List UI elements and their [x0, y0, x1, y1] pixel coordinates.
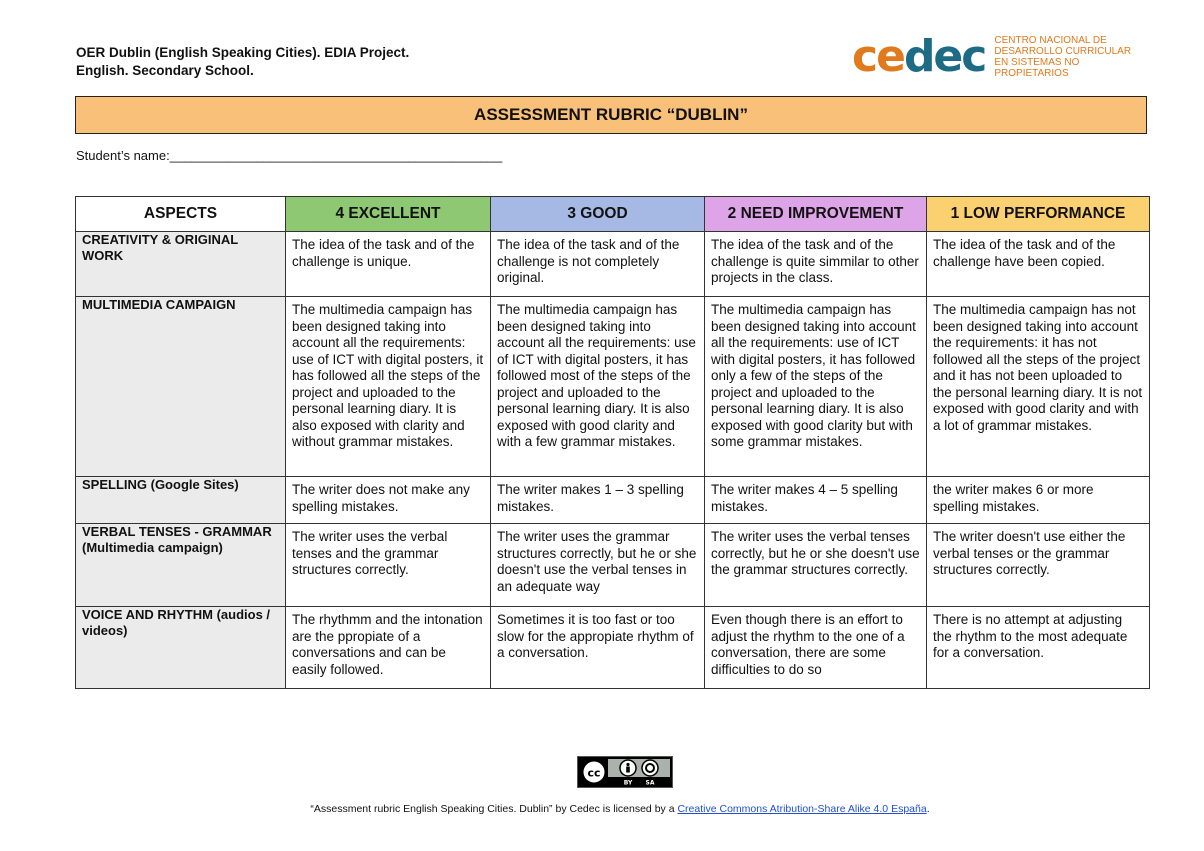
improvement-cell: The writer uses the verbal tenses correctly, but he or she doesn't use the grammar structures correctly. — [705, 524, 927, 607]
good-cell: The writer uses the grammar structures correctly, but he or she doesn't use the verbal tenses in an adequate way — [491, 524, 705, 607]
low-cell: There is no attempt at adjusting the rhythm to the most adequate for a conversation. — [927, 607, 1150, 689]
cc-icon — [583, 761, 606, 784]
table-row — [76, 524, 1150, 607]
header-row — [76, 197, 1150, 232]
header-line-1: OER Dublin (English Speaking Cities). EDIA Project. — [76, 45, 410, 60]
license-link[interactable]: Creative Commons Atribution-Share Alike 4.0 España — [677, 803, 927, 815]
low-cell: The idea of the task and of the challenge have been copied. — [927, 232, 1150, 297]
improvement-cell: The multimedia campaign has been designed taking into account all the requirements: use of ICT with digital posters, it has followed only a few of the steps of the project and uploaded to the personal learning diary. It is also exposed with good clarity but with some grammar mistakes. — [705, 297, 927, 477]
column-header-aspects: ASPECTS — [76, 197, 286, 232]
excellent-cell: The writer uses the verbal tenses and the grammar structures correctly. — [286, 524, 491, 607]
improvement-cell: The idea of the task and of the challenge is quite simmilar to other projects in the class. — [705, 232, 927, 297]
logo-ce: ce — [852, 31, 904, 82]
column-header-excellent: 4 EXCELLENT — [286, 197, 491, 232]
aspect-cell: MULTIMEDIA CAMPAIGN — [76, 297, 286, 477]
svg-text:cc: cc — [587, 766, 601, 780]
column-header-good: 3 GOOD — [491, 197, 705, 232]
rubric-table — [75, 196, 1150, 689]
badge-sa-label: SA — [645, 779, 655, 787]
improvement-cell: The writer makes 4 – 5 spelling mistakes. — [705, 477, 927, 524]
aspect-cell: SPELLING (Google Sites) — [76, 477, 286, 524]
logo-dec: dec — [903, 31, 986, 82]
excellent-cell: The idea of the task and of the challenge is unique. — [286, 232, 491, 297]
table-row — [76, 297, 1150, 477]
excellent-cell: The rhythmm and the intonation are the ppropiate of a conversations and can be easily followed. — [286, 607, 491, 689]
aspect-cell: VERBAL TENSES - GRAMMAR (Multimedia campaign) — [76, 524, 286, 607]
logo-subtitle — [994, 35, 1152, 79]
improvement-cell: Even though there is an effort to adjust the rhythm to the one of a conversation, there are some difficulties to do so — [705, 607, 927, 689]
low-cell: the writer makes 6 or more spelling mistakes. — [927, 477, 1150, 524]
column-header-need-improvement: 2 NEED IMPROVEMENT — [705, 197, 927, 232]
document-header — [76, 44, 409, 80]
table-row — [76, 477, 1150, 524]
good-cell: The writer makes 1 – 3 spelling mistakes. — [491, 477, 705, 524]
aspect-cell: CREATIVITY & ORIGINAL WORK — [76, 232, 286, 297]
excellent-cell: The multimedia campaign has been designed taking into account all the requirements: use of ICT with digital posters, it has followed all the steps of the project and uploaded to the personal learning diary. It is also exposed with clarity and without grammar mistakes. — [286, 297, 491, 477]
excellent-cell: The writer does not make any spelling mistakes. — [286, 477, 491, 524]
good-cell: The multimedia campaign has been designed taking into account all the requirements: use of ICT with digital posters, it has followed most of the steps of the project and uploaded to the personal learning diary. It is also exposed with good clarity and with a few grammar mistakes. — [491, 297, 705, 477]
cc-license-badge[interactable] — [577, 756, 673, 788]
logo-subtitle-line-1: CENTRO NACIONAL DE — [994, 35, 1107, 46]
license-footer — [0, 803, 1204, 815]
table-row — [76, 607, 1150, 689]
header-line-2: English. Secondary School. — [76, 63, 254, 78]
cc-badge-graphic — [578, 757, 672, 787]
good-cell: Sometimes it is too fast or too slow for the appropiate rhythm of a conversation. — [491, 607, 705, 689]
table-row — [76, 232, 1150, 297]
attribution-icon — [620, 760, 636, 776]
footer-text: “Assessment rubric English Speaking Cities. Dublin” by Cedec is licensed by a — [310, 803, 678, 815]
low-cell: The multimedia campaign has not been designed taking into account the requirements: it has not followed all the steps of the project and it has not been uploaded to the personal learning diary. It is not exposed with good clarity and with a lot of grammar mistakes. — [927, 297, 1150, 477]
column-header-low-performance: 1 LOW PERFORMANCE — [927, 197, 1150, 232]
badge-by-label: BY — [623, 779, 633, 787]
logo-subtitle-line-2: DESARROLLO CURRICULAR — [994, 46, 1132, 57]
aspect-cell: VOICE AND RHYTHM (audios / videos) — [76, 607, 286, 689]
low-cell: The writer doesn't use either the verbal tenses or the grammar structures correctly. — [927, 524, 1150, 607]
logo-subtitle-line-3: EN SISTEMAS NO PROPIETARIOS — [994, 57, 1080, 79]
cedec-logo — [852, 31, 1152, 82]
student-name-field: Student’s name:______________________________________________ — [76, 148, 503, 163]
rubric-title: ASSESSMENT RUBRIC “DUBLIN” — [75, 96, 1147, 134]
share-alike-icon — [642, 760, 658, 776]
good-cell: The idea of the task and of the challenge is not completely original. — [491, 232, 705, 297]
logo-wordmark — [852, 31, 986, 82]
footer-end: . — [926, 803, 930, 815]
